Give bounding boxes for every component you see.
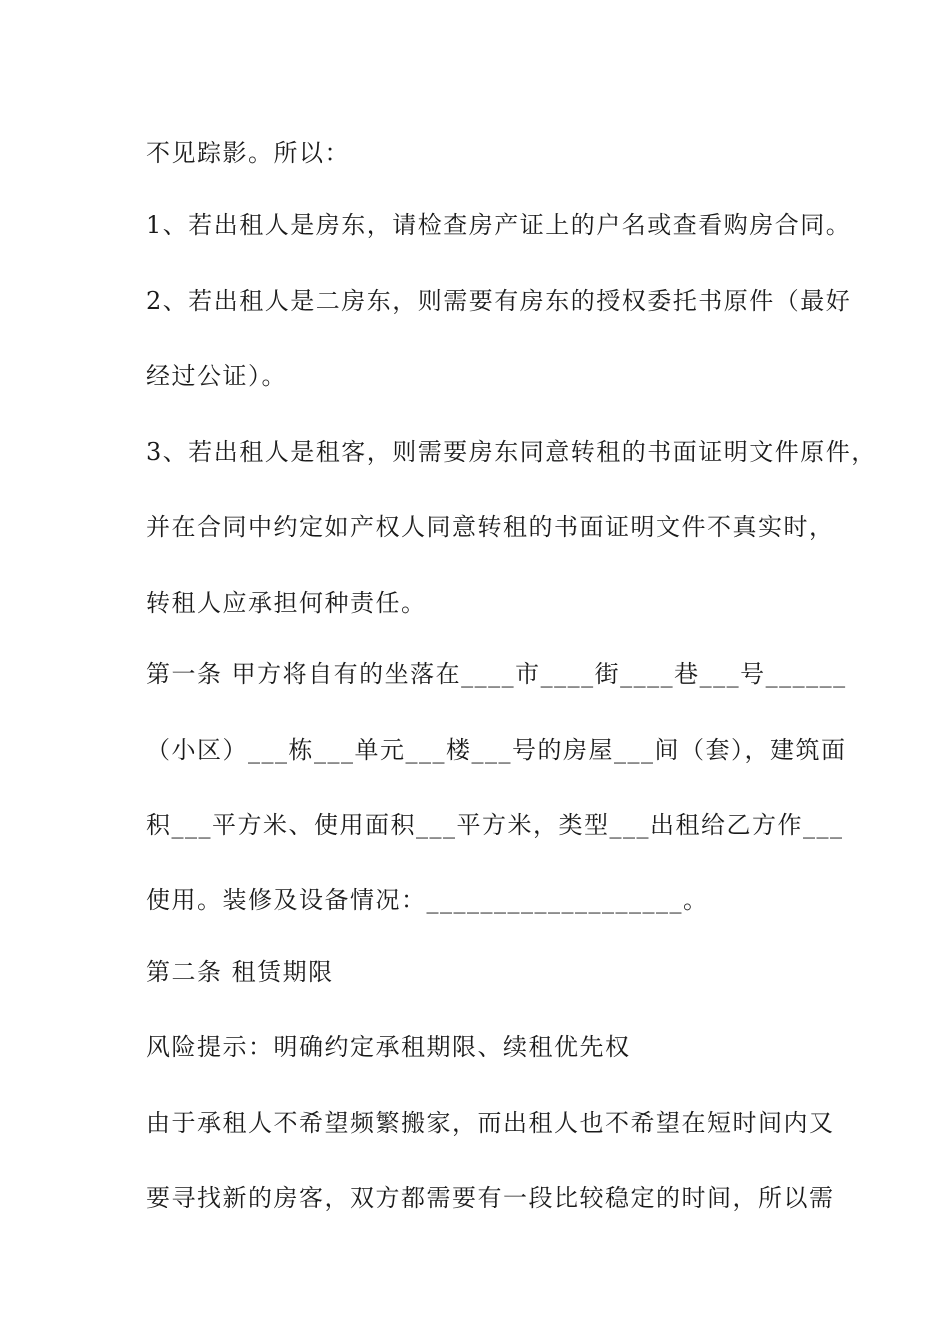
section-heading: 第二条 租赁期限 [146, 958, 334, 986]
risk-tip: 风险提示：明确约定承租期限、续租优先权 [146, 1033, 631, 1061]
text-line: 转租人应承担何种责任。 [146, 589, 427, 617]
text-line: 并在合同中约定如产权人同意转租的书面证明文件不真实时， [146, 513, 835, 541]
text-line: 经过公证）。 [146, 362, 287, 390]
text-line: 第一条 甲方将自有的坐落在____市____街____巷___号______ [146, 660, 847, 688]
text-line: 要寻找新的房客，双方都需要有一段比较稳定的时间，所以需 [146, 1184, 835, 1212]
text-line: 1、若出租人是房东，请检查房产证上的户名或查看购房合同。 [146, 211, 852, 239]
text-line: （小区）___栋___单元___楼___号的房屋___间（套），建筑面 [146, 736, 847, 764]
text-line: 积___平方米、使用面积___平方米，类型___出租给乙方作___ [146, 811, 844, 839]
text-line: 由于承租人不希望频繁搬家，而出租人也不希望在短时间内又 [146, 1109, 835, 1137]
text-line: 3、若出租人是租客，则需要房东同意转租的书面证明文件原件， [146, 438, 877, 466]
text-line: 不见踪影。所以： [146, 139, 350, 167]
text-line: 使用。装修及设备情况：___________________。 [146, 886, 709, 914]
text-line: 2、若出租人是二房东，则需要有房东的授权委托书原件（最好 [146, 287, 852, 315]
